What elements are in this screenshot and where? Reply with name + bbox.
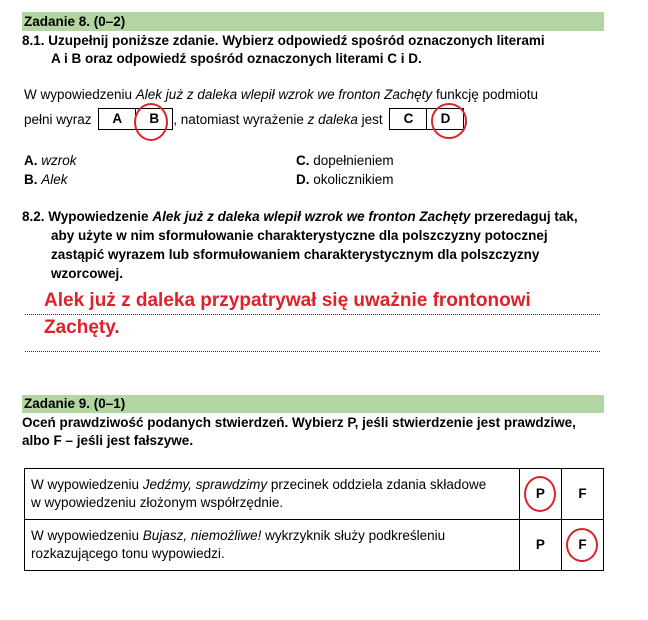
statement-quote: Jedźmy, sprawdzimy	[142, 477, 268, 492]
answer-dotted-line1[interactable]	[25, 314, 600, 315]
answer-box-ab	[98, 108, 173, 130]
statement-text: wykrzyknik służy podkreśleniu	[261, 528, 446, 543]
q82-quote: Alek już z daleka wlepił wzrok we fronton Zachęty	[152, 209, 471, 224]
q81-instruction-line1	[22, 32, 545, 50]
option-a-box[interactable]: A	[112, 111, 123, 127]
statement-cell	[25, 520, 520, 571]
answer-dotted-line2[interactable]	[25, 351, 600, 352]
option-text: okolicznikiem	[313, 172, 394, 187]
statement-text: w wypowiedzeniu złożonym współrzędnie.	[31, 495, 284, 510]
option-b	[24, 171, 68, 189]
option-p-label: P	[535, 537, 545, 552]
sentence-text: funkcję podmiotu	[432, 87, 538, 102]
q82-line2: aby użyte w nim sformułowanie charakterystyczne dla polszczyzny potocznej	[51, 228, 548, 243]
sentence-quote: z daleka	[307, 112, 358, 127]
q82-number: 8.2.	[22, 209, 45, 224]
statement-text: przecinek oddziela zdania składowe	[267, 477, 487, 492]
option-f-cell[interactable]	[561, 469, 603, 520]
option-letter: B.	[24, 172, 38, 187]
option-f-cell[interactable]	[561, 520, 603, 571]
statement-text: W wypowiedzeniu	[31, 477, 143, 492]
q82-line1	[22, 208, 578, 226]
option-p-cell[interactable]	[519, 469, 561, 520]
sentence-text: pełni wyraz	[24, 112, 92, 127]
q81-number: 8.1.	[22, 33, 45, 48]
option-b-box[interactable]: B	[135, 109, 172, 129]
q81-instruction-text1: Uzupełnij poniższe zdanie. Wybierz odpowiedź spośród oznaczonych literami	[48, 33, 545, 48]
option-text: Alek	[41, 172, 68, 187]
option-c	[296, 152, 394, 170]
option-letter: C.	[296, 153, 310, 168]
q81-sentence-line1	[24, 86, 538, 104]
q82-text: Wypowiedzenie	[48, 209, 153, 224]
option-text: wzrok	[41, 153, 77, 168]
option-d	[296, 171, 394, 189]
table-row	[25, 520, 604, 571]
answer-box-cd	[389, 108, 464, 130]
option-letter: D.	[296, 172, 310, 187]
sentence-text: jest	[357, 112, 383, 127]
statement-quote: Bujasz, niemożliwe!	[142, 528, 262, 543]
option-a	[24, 152, 77, 170]
option-f-label: F	[578, 537, 587, 552]
task-9-header: Zadanie 9. (0–1)	[22, 395, 604, 413]
sentence-text: , natomiast wyrażenie	[173, 112, 308, 127]
sentence-text: W wypowiedzeniu	[24, 87, 136, 102]
option-text: dopełnieniem	[313, 153, 394, 168]
statement-text: W wypowiedzeniu	[31, 528, 143, 543]
true-false-table	[24, 468, 604, 571]
option-c-box[interactable]: C	[403, 111, 414, 127]
option-p-label: P	[535, 486, 545, 501]
sentence-quote: Alek już z daleka wlepił wzrok we fronton Zachęty	[135, 87, 433, 102]
sentence-text: .	[464, 112, 469, 127]
option-letter: A.	[24, 153, 38, 168]
answer-line2: Zachęty.	[44, 317, 120, 338]
q82-line3: zastąpić wyrazem lub sformułowaniem charakterystycznym dla polszczyzny	[51, 247, 540, 262]
option-f-label: F	[578, 486, 587, 501]
q81-sentence-line2	[24, 109, 468, 131]
option-p-cell[interactable]	[519, 520, 561, 571]
table-row	[25, 469, 604, 520]
option-d-box[interactable]: D	[426, 109, 463, 129]
task-8-header: Zadanie 8. (0–2)	[22, 12, 604, 31]
answer-line1: Alek już z daleka przypatrywał się uważnie frontonowi	[44, 290, 531, 311]
task9-instruction-line1: Oceń prawdziwość podanych stwierdzeń. Wybierz P, jeśli stwierdzenie jest prawdziwe,	[22, 415, 576, 430]
q82-text: przeredaguj tak,	[470, 209, 578, 224]
q82-line4: wzorcowej.	[51, 266, 124, 281]
q81-instruction-line2: A i B oraz odpowiedź spośród oznaczonych literami C i D.	[51, 51, 422, 66]
task9-instruction-line2: albo F – jeśli jest fałszywe.	[22, 433, 194, 448]
statement-text: rozkazującego tonu wypowiedzi.	[31, 546, 225, 561]
statement-cell	[25, 469, 520, 520]
